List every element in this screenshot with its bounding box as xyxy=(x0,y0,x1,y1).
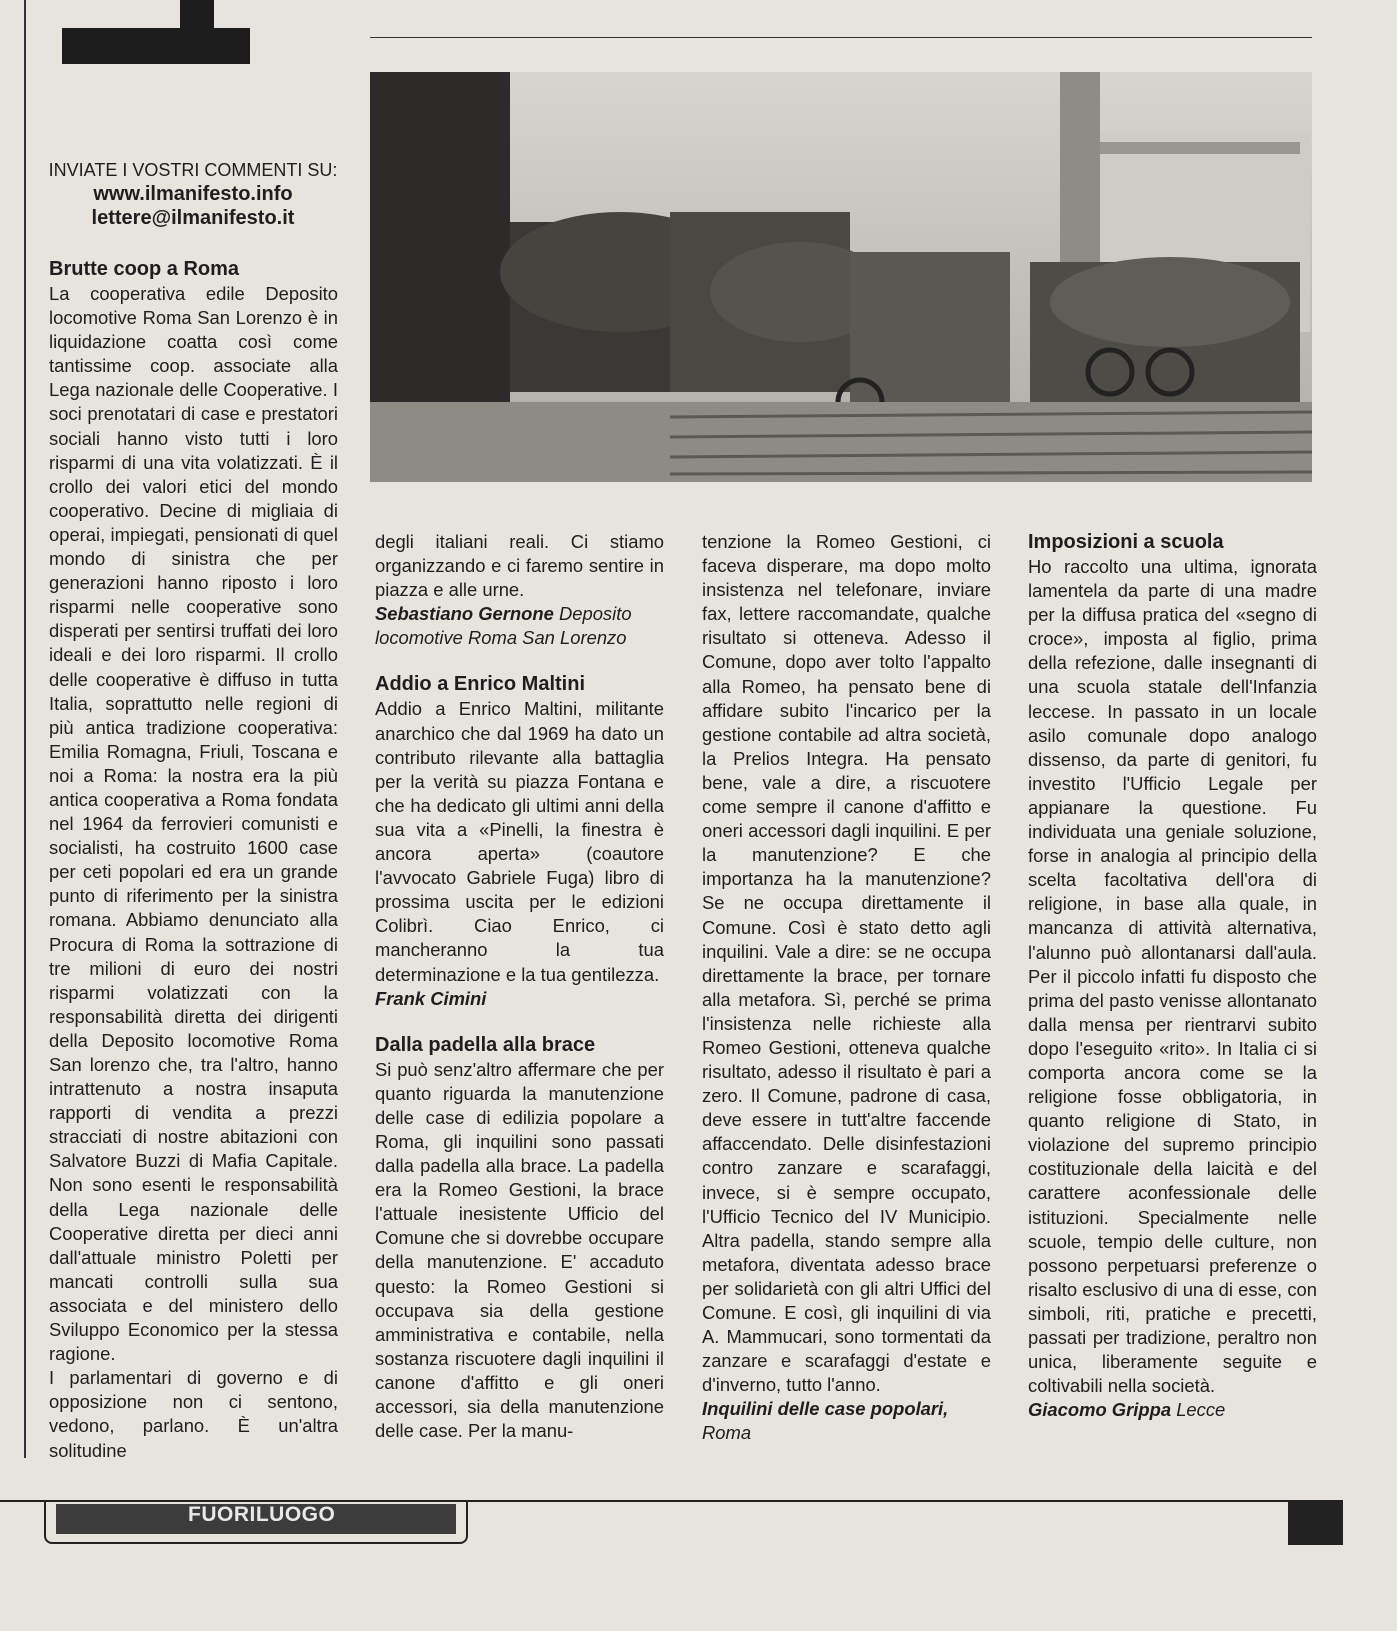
letter-body: La cooperativa edile Deposito locomotive Roma San Lorenzo è in liquidazione coatta così come tantissime coop. associate alla Lega nazionale delle Cooperative. I soci prenotatari di case e prestatori sociali hanno visto tutti i loro risparmi di una vita volatizzati. È il crollo dei valori etici del mondo cooperativo. Decine di migliaia di operai, impiegati, pensionati di quel mondo di sinistra che per generazioni hanno riposto i loro risparmi nelle cooperative sono disperati per sentirsi truffati dei loro ideali e dei loro risparmi. Il crollo delle cooperative è diffuso in tutta Italia, soprattutto nelle regioni di più antica tradizione cooperativa: Emilia Romagna, Friuli, Toscana e noi a Roma: la nostra era la più antica cooperativa a Roma fondata nel 1964 da ferrovieri comunisti e socialisti, ha costruito 1600 case per ceti popolari ed era un grande punto di riferimento per la sinistra romana. Abbiamo denunciato alla Procura di Roma la sottrazione di tre milioni di euro dei nostri risparmi volatizzati con la responsabilità diretta dei dirigenti della Deposito locomotive Roma San lorenzo che, tra l'altro, hanno intrattenuto a nostra insaputa rapporti di vendita a prezzi stracciati di nostre abitazioni con Salvatore Buzzi di Mafia Capitale. Non sono esenti le responsabilità della Lega nazionale delle Cooperative diretta per dieci anni dall'attuale ministro Poletti per mancati controlli sulla sua associata e del ministero dello Sviluppo Economico per la stessa ragione. xyxy=(49,283,338,1365)
contact-box xyxy=(48,158,338,230)
column-1 xyxy=(49,257,338,1463)
signature-place: Roma xyxy=(702,1422,752,1444)
signature-name: Inquilini delle case popolari, xyxy=(702,1398,949,1420)
contact-website-link[interactable]: www.ilmanifesto.info xyxy=(93,183,293,205)
letter-body: Addio a Enrico Maltini, militante anarchico che dal 1969 ha dato un contributo rilevante alla battaglia per la verità su piazza Fontana e che ha dedicato gli ultimi anni della sua vita a «Pinelli, la finestra è ancora aperta» (coautore l'avvocato Gabriele Fuga) libro di prossima uscita per le edizioni Colibrì. Ciao Enrico, ci mancheranno la tua determinazione e la tua gentilezza. xyxy=(375,698,664,985)
column-3 xyxy=(702,530,991,1446)
letter-signature xyxy=(1028,1398,1317,1422)
letter-title: Dalla padella alla brace xyxy=(375,1033,596,1056)
letter-signature xyxy=(375,987,664,1011)
section-initial-glyph xyxy=(62,0,252,70)
signature-name: Frank Cimini xyxy=(375,987,487,1009)
letter-body: Si può senz'altro affermare che per quanto riguarda la manutenzione delle case di edilizia popolare a Roma, gli inquilini sono passati dalla padella alla brace. La padella era la Romeo Gestioni, la brace l'attuale inesistente Ufficio del Comune che si dovrebbe occupare della manutenzione. E' accaduto questo: la Romeo Gestioni si occupava sia della gestione amministrativa e contabile, nella sostanza riscuotere dagli inquilini il canone d'affitto e gli oneri accessori, sia della manutenzione delle case. Per la manu- xyxy=(375,1058,664,1442)
locomotive-photo xyxy=(370,72,1312,482)
letter-body: degli italiani reali. Ci stiamo organizzando e ci faremo sentire in piazza e alle urne. xyxy=(375,531,664,601)
letter-signature xyxy=(375,602,664,650)
top-rule xyxy=(370,37,1312,38)
letter-body: Ho raccolto una ultima, ignorata lamentela da parte di una madre per la diffusa pratica del «segno di croce», imposta al figlio, prima della refezione, dalle insegnanti di una scuola statale dell'Infanzia leccese. In passato in un locale asilo comunale dopo analogo dissenso, da parte di genitori, fu investito l'Ufficio Legale per appianare la questione. Fu individuata una geniale soluzione, forse in analogia al principio della scelta facoltativa dell'ora di religione, in base alla quale, in mancanza di attività alternativa, l'alunno può allontanarsi dall'aula. Per il piccolo infatti fu disposto che prima del pasto venisse allontanato dalla mensa per rientrarvi subito dopo l'eseguito «rito». In Italia ci si comporta ancora come se la religione fosse obbligatoria, in quanto religione di Stato, in violazione del supremo principio costituzionale della laicità e del carattere aconfessionale delle istituzioni. Specialmente nelle scuole, tempio delle culture, non possono perpetuarsi preferenze o risalto esclusivo di una di esse, con simboli, riti, pratiche e precetti, passati per tradizione, peraltro non unica, liberamente seguite e coltivabili nella società. xyxy=(1028,556,1317,1397)
signature-place: Lecce xyxy=(1176,1399,1226,1421)
letter-signature xyxy=(702,1397,991,1445)
letter-title: Addio a Enrico Maltini xyxy=(375,673,586,696)
contact-heading: INVIATE I VOSTRI COMMENTI SU: xyxy=(48,160,338,180)
footer-corner-block xyxy=(1288,1500,1343,1545)
footer-section-label: FUORILUOGO xyxy=(188,1503,336,1526)
letter-title: Imposizioni a scuola xyxy=(1028,531,1224,553)
column-4 xyxy=(1028,530,1317,1422)
column-2 xyxy=(375,530,664,1443)
signature-place: Deposito locomotive Roma San Lorenzo xyxy=(375,603,632,649)
signature-name: Sebastiano Gernone xyxy=(375,603,554,625)
contact-email-link[interactable]: lettere@ilmanifesto.it xyxy=(91,207,295,229)
left-rule xyxy=(24,0,26,1458)
letter-title: Brutte coop a Roma xyxy=(49,258,240,280)
letter-body: tenzione la Romeo Gestioni, ci faceva disperare, ma dopo molto insistenza nel telefonare, inviare fax, lettere raccomandate, qualche risultato si otteneva. Adesso il Comune, dopo aver tolto l'appalto alla Romeo, ha pensato bene di affidare subito l'incarico per la gestione contabile ad altra società, la Prelios Integra. Ha pensato bene, vale a dire, a riscuotere come sempre il canone d'affitto e oneri accessori dagli inquilini. E per la manutenzione? E che importanza ha la manutenzione? Se ne occupa direttamente il Comune. Così è stato detto agli inquilini. Vale a dire: se ne occupa direttamente la brace, per tornare alla metafora. Sì, perché se prima l'insistenza nelle richieste alla Romeo Gestioni, otteneva qualche risultato, adesso il risultato è pari a zero. Il Comune, padrone di casa, deve essere in tutt'altre faccende affaccendato. Delle disinfestazioni contro zanzare e scarafaggi, invece, si è sempre occupato, l'Ufficio Tecnico del IV Municipio. Altra padella, stando sempre alla metafora, diventata adesso brace per solidarietà con gli altri Uffici del Comune. E così, gli inquilini di via A. Mammucari, sono tormentati da zanzare e scarafaggi d'estate e d'inverno, tutto l'anno. xyxy=(702,531,991,1396)
letter-body: I parlamentari di governo e di opposizione non ci sentono, vedono, parlano. È un'altra solitudine xyxy=(49,1367,338,1461)
signature-name: Giacomo Grippa xyxy=(1028,1399,1172,1421)
